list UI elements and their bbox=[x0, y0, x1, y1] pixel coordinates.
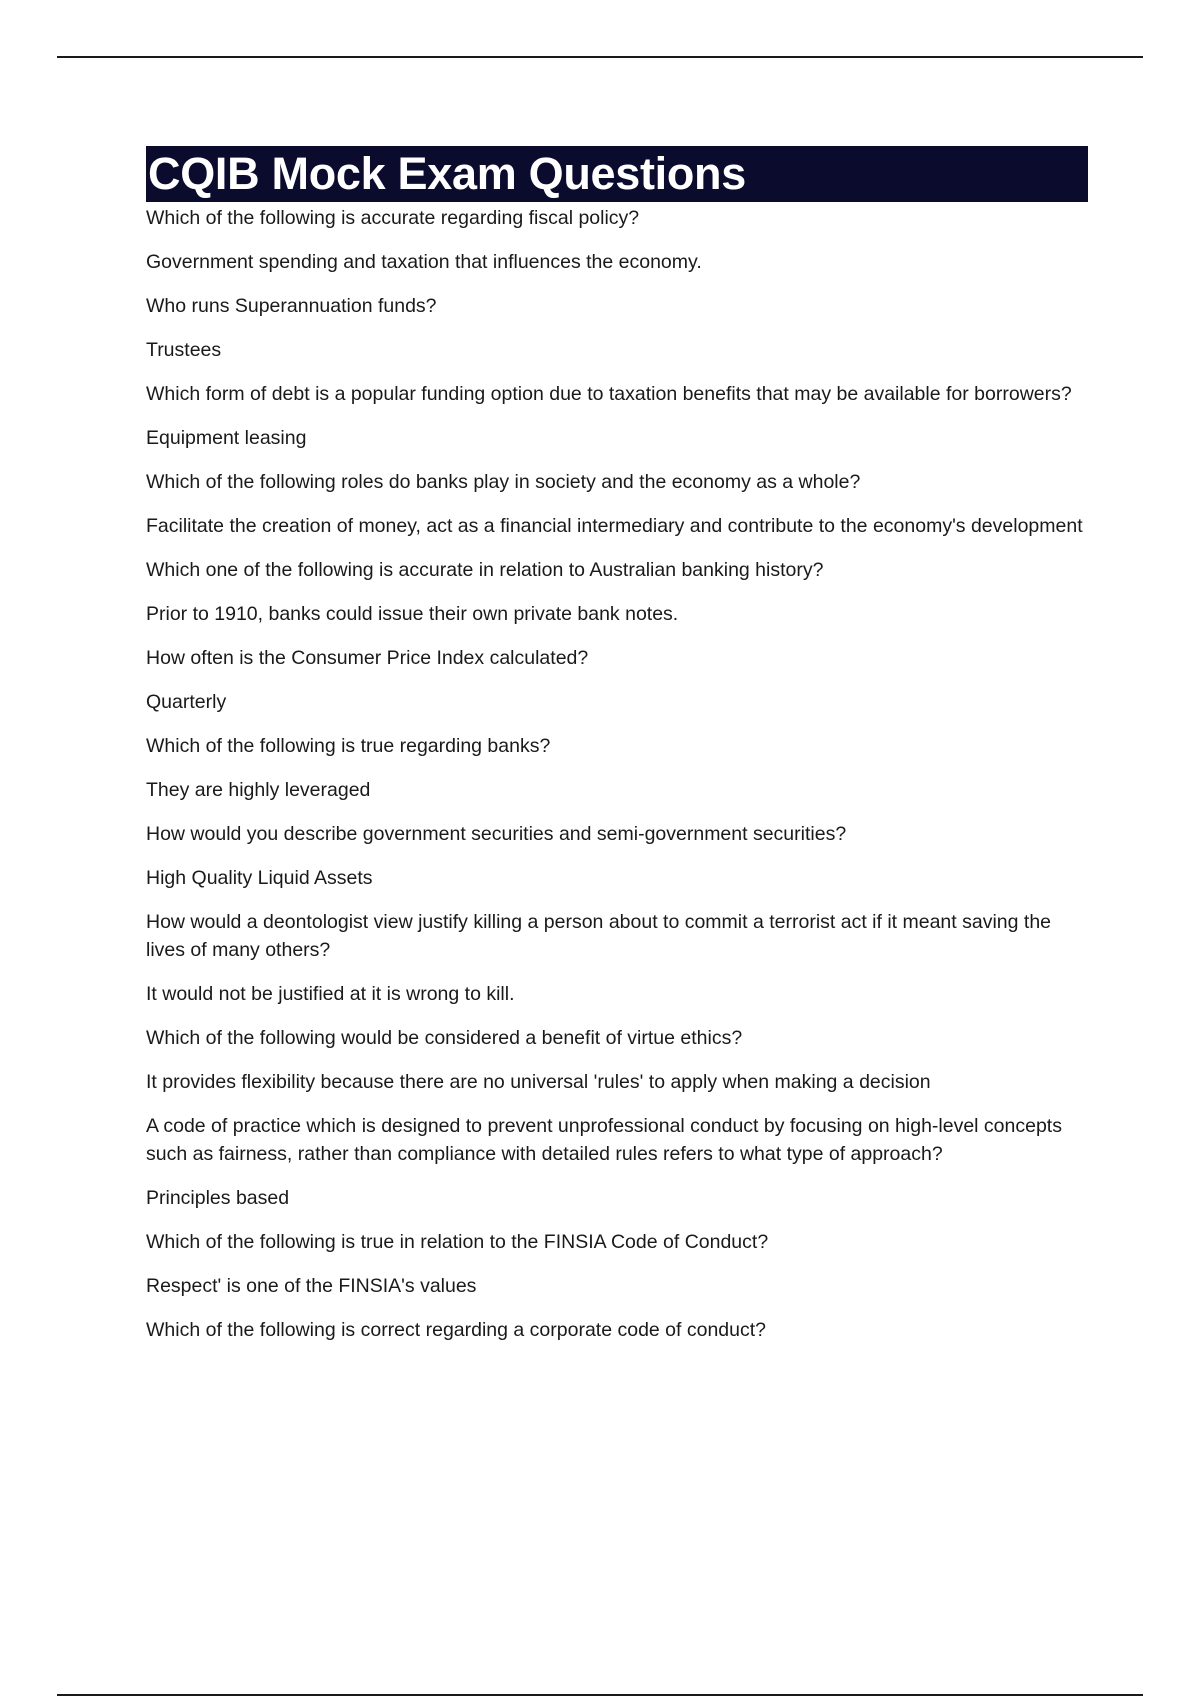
document-title: CQIB Mock Exam Questions bbox=[148, 148, 746, 199]
answer-line: Prior to 1910, banks could issue their own private bank notes. bbox=[146, 603, 679, 625]
answer-line: Trustees bbox=[146, 339, 222, 361]
answer-line: Government spending and taxation that influences the economy. bbox=[146, 251, 702, 273]
answer-line: They are highly leveraged bbox=[146, 779, 371, 801]
top-rule bbox=[57, 56, 1143, 58]
question-line: How would a deontologist view justify killing a person about to commit a terrorist act if it meant saving the lives of many others? bbox=[146, 911, 1052, 961]
question-line: How often is the Consumer Price Index calculated? bbox=[146, 647, 589, 669]
answer-line: Principles based bbox=[146, 1187, 290, 1209]
question-line: A code of practice which is designed to prevent unprofessional conduct by focusing on high-level concepts such as fairness, rather than compliance with detailed rules refers to what type of approach? bbox=[146, 1115, 1062, 1165]
question-line: How would you describe government securities and semi-government securities? bbox=[146, 823, 847, 845]
question-line: Which of the following is true regarding banks? bbox=[146, 735, 551, 757]
question-line: Which of the following roles do banks play in society and the economy as a whole? bbox=[146, 471, 861, 493]
answer-line: Quarterly bbox=[146, 691, 227, 713]
question-line: Which one of the following is accurate in relation to Australian banking history? bbox=[146, 559, 824, 581]
answer-line: Facilitate the creation of money, act as a financial intermediary and contribute to the economy's development bbox=[146, 515, 1083, 537]
question-answer-list bbox=[146, 204, 1088, 1344]
answer-line: It would not be justified at it is wrong to kill. bbox=[146, 983, 515, 1005]
question-line: Which of the following is accurate regarding fiscal policy? bbox=[146, 207, 640, 229]
question-line: Which of the following is true in relation to the FINSIA Code of Conduct? bbox=[146, 1231, 769, 1253]
question-line: Who runs Superannuation funds? bbox=[146, 295, 437, 317]
answer-line: It provides flexibility because there are no universal 'rules' to apply when making a decision bbox=[146, 1071, 931, 1093]
answer-line: Equipment leasing bbox=[146, 427, 307, 449]
bottom-rule bbox=[57, 1694, 1143, 1696]
question-line: Which form of debt is a popular funding option due to taxation benefits that may be available for borrowers? bbox=[146, 383, 1072, 405]
answer-line: High Quality Liquid Assets bbox=[146, 867, 373, 889]
answer-line: Respect' is one of the FINSIA's values bbox=[146, 1275, 477, 1297]
title-banner bbox=[146, 146, 1088, 202]
question-line: Which of the following is correct regarding a corporate code of conduct? bbox=[146, 1319, 767, 1341]
question-line: Which of the following would be considered a benefit of virtue ethics? bbox=[146, 1027, 743, 1049]
document-body bbox=[146, 146, 1088, 1344]
